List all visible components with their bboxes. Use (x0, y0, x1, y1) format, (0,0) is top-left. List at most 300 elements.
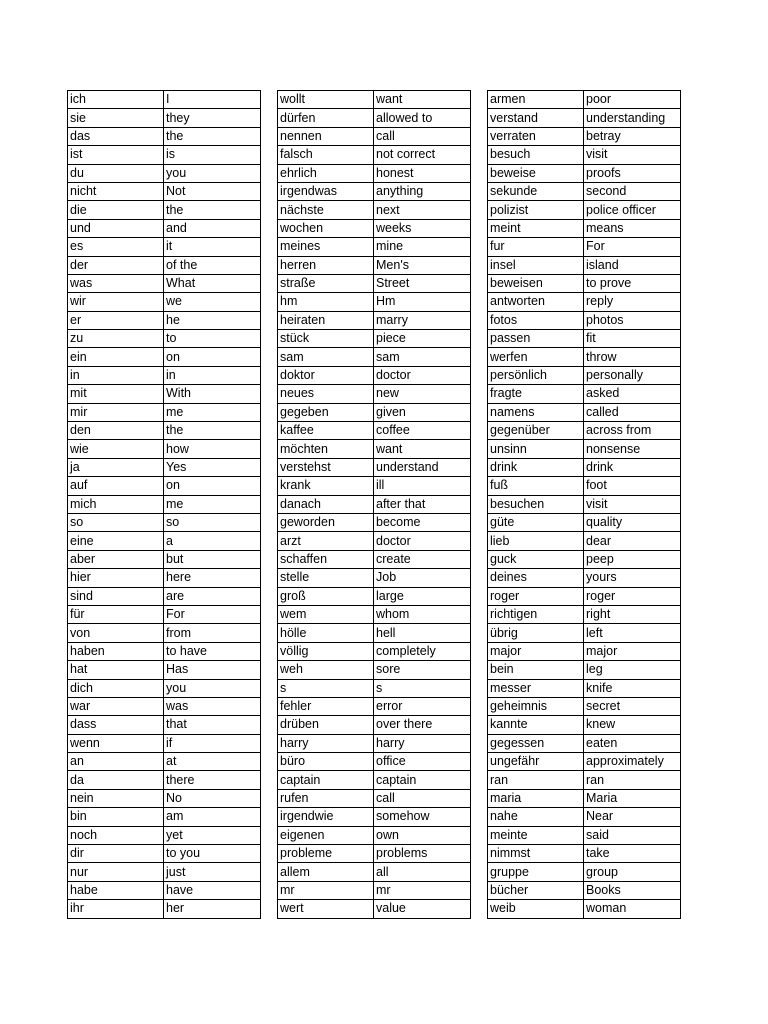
german-word-cell: ihr (68, 900, 164, 918)
table-row (278, 863, 471, 881)
german-word-cell: major (488, 642, 584, 660)
table-row (278, 385, 471, 403)
table-row (278, 422, 471, 440)
english-translation-cell: proofs (584, 164, 681, 182)
english-translation-cell: I (164, 91, 261, 109)
english-translation-cell: completely (374, 642, 471, 660)
german-word-cell: den (68, 422, 164, 440)
english-translation-cell: error (374, 697, 471, 715)
german-word-cell: maria (488, 789, 584, 807)
table-row (488, 753, 681, 771)
english-translation-cell: here (164, 569, 261, 587)
german-word-cell: straße (278, 274, 374, 292)
english-translation-cell: quality (584, 513, 681, 531)
german-word-cell: güte (488, 513, 584, 531)
english-translation-cell: woman (584, 900, 681, 918)
german-word-cell: groß (278, 587, 374, 605)
english-translation-cell: just (164, 863, 261, 881)
english-translation-cell: Yes (164, 458, 261, 476)
german-word-cell: hat (68, 661, 164, 679)
english-translation-cell: nonsense (584, 440, 681, 458)
english-translation-cell: With (164, 385, 261, 403)
english-translation-cell: weeks (374, 219, 471, 237)
english-translation-cell: peep (584, 550, 681, 568)
english-translation-cell: he (164, 311, 261, 329)
table-row (278, 182, 471, 200)
english-translation-cell: piece (374, 330, 471, 348)
table-row (488, 661, 681, 679)
table-row (488, 605, 681, 623)
table-row (278, 642, 471, 660)
english-translation-cell: create (374, 550, 471, 568)
english-translation-cell: No (164, 789, 261, 807)
table-row (278, 256, 471, 274)
german-word-cell: gegenüber (488, 422, 584, 440)
german-word-cell: fur (488, 238, 584, 256)
table-row (68, 605, 261, 623)
english-translation-cell: marry (374, 311, 471, 329)
german-word-cell: antworten (488, 293, 584, 311)
table-row (278, 881, 471, 899)
german-word-cell: stelle (278, 569, 374, 587)
vocab-table-2 (277, 90, 471, 919)
german-word-cell: irgendwie (278, 808, 374, 826)
table-row (68, 550, 261, 568)
english-translation-cell: foot (584, 477, 681, 495)
table-row (488, 403, 681, 421)
table-row (68, 164, 261, 182)
english-translation-cell: to (164, 330, 261, 348)
table-row (488, 697, 681, 715)
german-word-cell: so (68, 513, 164, 531)
german-word-cell: irgendwas (278, 182, 374, 200)
german-word-cell: büro (278, 753, 374, 771)
english-translation-cell: over there (374, 716, 471, 734)
german-word-cell: fuß (488, 477, 584, 495)
table-row (278, 366, 471, 384)
table-row (68, 403, 261, 421)
german-word-cell: neues (278, 385, 374, 403)
german-word-cell: drüben (278, 716, 374, 734)
english-translation-cell: we (164, 293, 261, 311)
english-translation-cell: means (584, 219, 681, 237)
table-row (488, 863, 681, 881)
table-row (68, 679, 261, 697)
german-word-cell: besuch (488, 146, 584, 164)
german-word-cell: polizist (488, 201, 584, 219)
table-row (68, 900, 261, 918)
german-word-cell: arzt (278, 532, 374, 550)
german-word-cell: mit (68, 385, 164, 403)
german-word-cell: noch (68, 826, 164, 844)
german-word-cell: krank (278, 477, 374, 495)
german-word-cell: wert (278, 900, 374, 918)
english-translation-cell: problems (374, 845, 471, 863)
german-word-cell: eigenen (278, 826, 374, 844)
table-row (68, 697, 261, 715)
english-translation-cell: asked (584, 385, 681, 403)
table-row (278, 587, 471, 605)
table-row (68, 587, 261, 605)
english-translation-cell: value (374, 900, 471, 918)
english-translation-cell: honest (374, 164, 471, 182)
english-translation-cell: roger (584, 587, 681, 605)
german-word-cell: es (68, 238, 164, 256)
german-word-cell: nur (68, 863, 164, 881)
table-row (488, 587, 681, 605)
english-translation-cell: Near (584, 808, 681, 826)
english-translation-cell: reply (584, 293, 681, 311)
english-translation-cell: after that (374, 495, 471, 513)
table-row (488, 900, 681, 918)
german-word-cell: meines (278, 238, 374, 256)
english-translation-cell: anything (374, 182, 471, 200)
german-word-cell: ich (68, 91, 164, 109)
english-translation-cell: doctor (374, 532, 471, 550)
english-translation-cell: it (164, 238, 261, 256)
table-row (488, 845, 681, 863)
english-translation-cell: knife (584, 679, 681, 697)
english-translation-cell: me (164, 495, 261, 513)
english-translation-cell: ill (374, 477, 471, 495)
table-row (68, 219, 261, 237)
english-translation-cell: am (164, 808, 261, 826)
german-word-cell: fotos (488, 311, 584, 329)
german-word-cell: bücher (488, 881, 584, 899)
german-word-cell: die (68, 201, 164, 219)
english-translation-cell: Hm (374, 293, 471, 311)
german-word-cell: richtigen (488, 605, 584, 623)
german-word-cell: kannte (488, 716, 584, 734)
table-row (278, 569, 471, 587)
german-word-cell: lieb (488, 532, 584, 550)
german-word-cell: sekunde (488, 182, 584, 200)
german-word-cell: persönlich (488, 366, 584, 384)
english-translation-cell: the (164, 201, 261, 219)
table-row (68, 458, 261, 476)
german-word-cell: beweisen (488, 274, 584, 292)
table-row (68, 716, 261, 734)
table-row (278, 826, 471, 844)
german-word-cell: namens (488, 403, 584, 421)
table-row (68, 274, 261, 292)
english-translation-cell: they (164, 109, 261, 127)
german-word-cell: nahe (488, 808, 584, 826)
table-row (68, 201, 261, 219)
table-row (68, 366, 261, 384)
table-row (68, 256, 261, 274)
english-translation-cell: is (164, 146, 261, 164)
german-word-cell: fragte (488, 385, 584, 403)
table-row (278, 624, 471, 642)
table-row (68, 845, 261, 863)
table-row (488, 734, 681, 752)
table-row (278, 201, 471, 219)
table-row (68, 624, 261, 642)
german-word-cell: verstand (488, 109, 584, 127)
table-row (278, 274, 471, 292)
english-translation-cell: left (584, 624, 681, 642)
table-row (488, 789, 681, 807)
english-translation-cell: mr (374, 881, 471, 899)
table-row (278, 91, 471, 109)
table-row (278, 403, 471, 421)
english-translation-cell: to you (164, 845, 261, 863)
table-row (488, 182, 681, 200)
german-word-cell: und (68, 219, 164, 237)
english-translation-cell: dear (584, 532, 681, 550)
table-row (488, 256, 681, 274)
german-word-cell: der (68, 256, 164, 274)
table-row (278, 771, 471, 789)
english-translation-cell: second (584, 182, 681, 200)
english-translation-cell: secret (584, 697, 681, 715)
german-word-cell: weib (488, 900, 584, 918)
english-translation-cell: photos (584, 311, 681, 329)
english-translation-cell: yours (584, 569, 681, 587)
table-row (488, 91, 681, 109)
english-translation-cell: so (164, 513, 261, 531)
german-word-cell: nächste (278, 201, 374, 219)
english-translation-cell: of the (164, 256, 261, 274)
table-row (488, 385, 681, 403)
english-translation-cell: drink (584, 458, 681, 476)
table-row (68, 734, 261, 752)
table-row (488, 109, 681, 127)
german-word-cell: probleme (278, 845, 374, 863)
german-word-cell: du (68, 164, 164, 182)
table-row (488, 422, 681, 440)
table-row (488, 477, 681, 495)
table-row (278, 127, 471, 145)
table-row (278, 845, 471, 863)
english-translation-cell: Books (584, 881, 681, 899)
german-word-cell: herren (278, 256, 374, 274)
german-word-cell: sind (68, 587, 164, 605)
english-translation-cell: Not (164, 182, 261, 200)
english-translation-cell: want (374, 91, 471, 109)
german-word-cell: mich (68, 495, 164, 513)
table-row (488, 771, 681, 789)
table-row (278, 550, 471, 568)
table-row (488, 293, 681, 311)
table-row (68, 513, 261, 531)
table-row (488, 513, 681, 531)
table-row (488, 826, 681, 844)
german-word-cell: war (68, 697, 164, 715)
english-translation-cell: across from (584, 422, 681, 440)
german-word-cell: gegeben (278, 403, 374, 421)
german-word-cell: sam (278, 348, 374, 366)
german-word-cell: nein (68, 789, 164, 807)
german-word-cell: völlig (278, 642, 374, 660)
german-word-cell: besuchen (488, 495, 584, 513)
german-word-cell: armen (488, 91, 584, 109)
table-row (278, 219, 471, 237)
table-row (488, 348, 681, 366)
german-word-cell: für (68, 605, 164, 623)
english-translation-cell: take (584, 845, 681, 863)
german-word-cell: drink (488, 458, 584, 476)
german-word-cell: wie (68, 440, 164, 458)
english-translation-cell: whom (374, 605, 471, 623)
table-row (488, 642, 681, 660)
table-row (68, 385, 261, 403)
table-row (278, 293, 471, 311)
table-row (68, 311, 261, 329)
table-row (278, 679, 471, 697)
table-row (68, 771, 261, 789)
german-word-cell: hölle (278, 624, 374, 642)
german-word-cell: was (68, 274, 164, 292)
english-translation-cell: and (164, 219, 261, 237)
table-row (488, 679, 681, 697)
german-word-cell: habe (68, 881, 164, 899)
german-word-cell: ein (68, 348, 164, 366)
table-row (488, 311, 681, 329)
table-row (278, 661, 471, 679)
english-translation-cell: given (374, 403, 471, 421)
english-translation-cell: you (164, 679, 261, 697)
english-translation-cell: call (374, 789, 471, 807)
german-word-cell: ran (488, 771, 584, 789)
table-row (488, 146, 681, 164)
english-translation-cell: mine (374, 238, 471, 256)
german-word-cell: schaffen (278, 550, 374, 568)
german-word-cell: stück (278, 330, 374, 348)
english-translation-cell: large (374, 587, 471, 605)
english-translation-cell: said (584, 826, 681, 844)
table-row (68, 109, 261, 127)
table-row (68, 440, 261, 458)
english-translation-cell: right (584, 605, 681, 623)
german-word-cell: weh (278, 661, 374, 679)
english-translation-cell: coffee (374, 422, 471, 440)
german-word-cell: passen (488, 330, 584, 348)
table-row (68, 146, 261, 164)
table-row (278, 109, 471, 127)
english-translation-cell: sam (374, 348, 471, 366)
german-word-cell: roger (488, 587, 584, 605)
english-translation-cell: office (374, 753, 471, 771)
table-row (488, 238, 681, 256)
german-word-cell: wir (68, 293, 164, 311)
table-row (68, 238, 261, 256)
table-row (68, 293, 261, 311)
table-row (68, 789, 261, 807)
german-word-cell: messer (488, 679, 584, 697)
german-word-cell: ehrlich (278, 164, 374, 182)
english-translation-cell: own (374, 826, 471, 844)
english-translation-cell: become (374, 513, 471, 531)
german-word-cell: da (68, 771, 164, 789)
german-word-cell: captain (278, 771, 374, 789)
table-row (278, 808, 471, 826)
english-translation-cell: want (374, 440, 471, 458)
table-row (68, 881, 261, 899)
english-translation-cell: that (164, 716, 261, 734)
english-translation-cell: allowed to (374, 109, 471, 127)
table-row (278, 311, 471, 329)
german-word-cell: verstehst (278, 458, 374, 476)
table-row (488, 569, 681, 587)
table-row (488, 164, 681, 182)
german-word-cell: verraten (488, 127, 584, 145)
german-word-cell: auf (68, 477, 164, 495)
english-translation-cell: somehow (374, 808, 471, 826)
german-word-cell: wollt (278, 91, 374, 109)
german-word-cell: guck (488, 550, 584, 568)
table-row (68, 477, 261, 495)
german-word-cell: geworden (278, 513, 374, 531)
english-translation-cell: knew (584, 716, 681, 734)
german-word-cell: haben (68, 642, 164, 660)
english-translation-cell: yet (164, 826, 261, 844)
table-row (278, 513, 471, 531)
german-word-cell: ist (68, 146, 164, 164)
english-translation-cell: all (374, 863, 471, 881)
english-translation-cell: captain (374, 771, 471, 789)
german-word-cell: doktor (278, 366, 374, 384)
english-translation-cell: Maria (584, 789, 681, 807)
table-row (278, 164, 471, 182)
table-row (278, 789, 471, 807)
english-translation-cell: s (374, 679, 471, 697)
table-row (68, 127, 261, 145)
german-word-cell: übrig (488, 624, 584, 642)
table-row (488, 219, 681, 237)
german-word-cell: nicht (68, 182, 164, 200)
table-row (68, 330, 261, 348)
german-word-cell: bein (488, 661, 584, 679)
german-word-cell: mir (68, 403, 164, 421)
german-word-cell: nimmst (488, 845, 584, 863)
english-translation-cell: was (164, 697, 261, 715)
english-translation-cell: visit (584, 146, 681, 164)
english-translation-cell: group (584, 863, 681, 881)
german-word-cell: von (68, 624, 164, 642)
table-row (488, 532, 681, 550)
german-word-cell: meinte (488, 826, 584, 844)
english-translation-cell: on (164, 477, 261, 495)
english-translation-cell: fit (584, 330, 681, 348)
table-row (68, 422, 261, 440)
table-row (488, 201, 681, 219)
english-translation-cell: poor (584, 91, 681, 109)
table-row (488, 127, 681, 145)
english-translation-cell: but (164, 550, 261, 568)
table-row (68, 642, 261, 660)
table-row (68, 826, 261, 844)
english-translation-cell: For (584, 238, 681, 256)
table-row (68, 661, 261, 679)
table-row (278, 716, 471, 734)
table-row (68, 808, 261, 826)
german-word-cell: dass (68, 716, 164, 734)
english-translation-cell: to have (164, 642, 261, 660)
table-row (488, 274, 681, 292)
german-word-cell: an (68, 753, 164, 771)
german-word-cell: fehler (278, 697, 374, 715)
german-word-cell: dürfen (278, 109, 374, 127)
table-row (278, 348, 471, 366)
german-word-cell: gruppe (488, 863, 584, 881)
english-translation-cell: For (164, 605, 261, 623)
english-translation-cell: major (584, 642, 681, 660)
table-row (278, 440, 471, 458)
german-word-cell: wochen (278, 219, 374, 237)
german-word-cell: mr (278, 881, 374, 899)
